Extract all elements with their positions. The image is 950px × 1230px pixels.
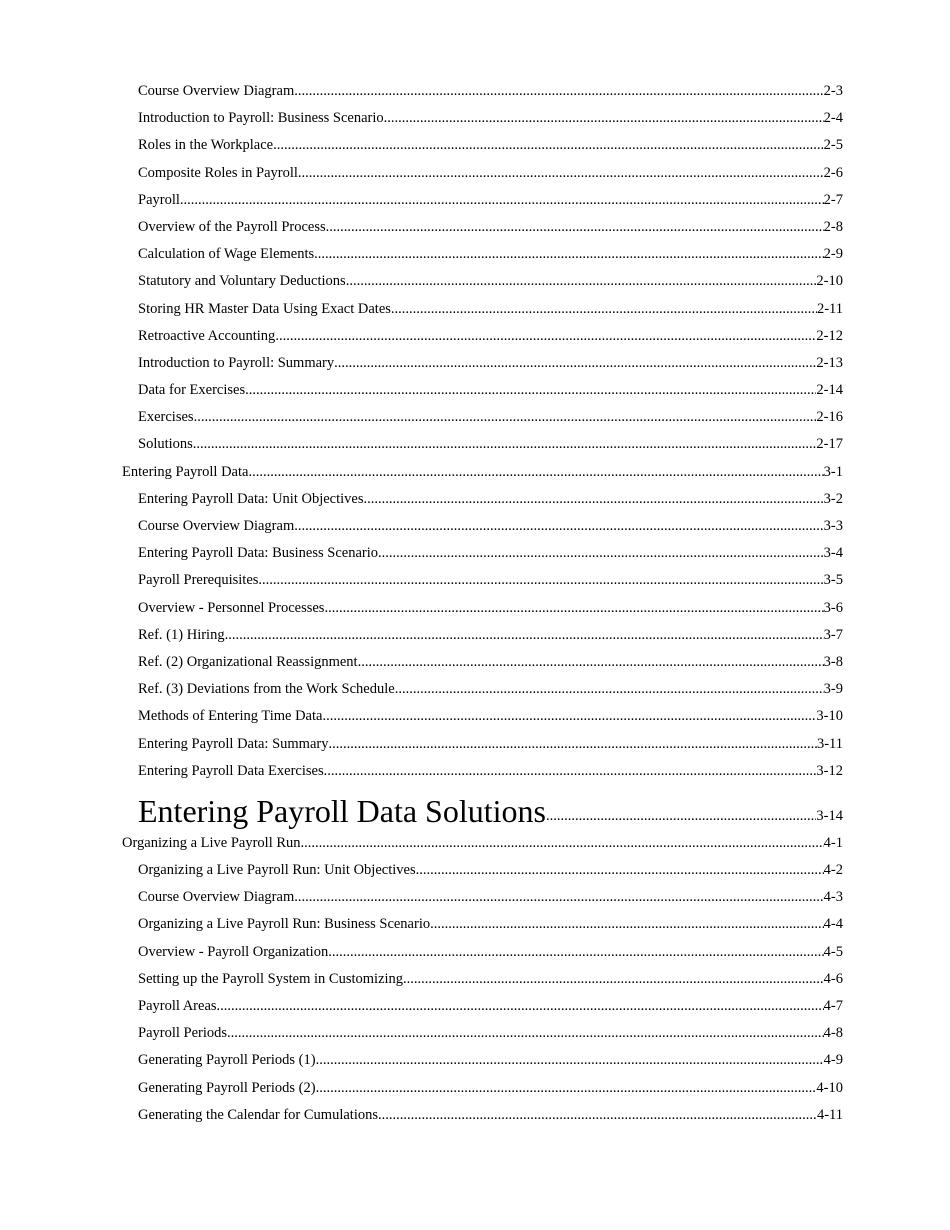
toc-entry-title: Course Overview Diagram: [138, 518, 295, 534]
toc-entry-title: Overview of the Payroll Process: [138, 218, 326, 235]
toc-entry-title: Payroll Periods: [138, 1025, 228, 1042]
toc-entry-title: Generating Payroll Periods (1): [138, 1052, 316, 1069]
toc-entry-page-number: 4-11: [816, 1106, 843, 1123]
toc-dot-leader: [248, 459, 823, 486]
toc-entry-title: Entering Payroll Data Solutions: [138, 792, 546, 829]
toc-entry-title: Overview - Payroll Organization: [138, 943, 329, 960]
toc-dot-leader: [294, 78, 823, 105]
toc-entry-title: Payroll Areas: [138, 998, 217, 1014]
toc-entry[interactable]: [0, 486, 950, 513]
toc-entry-page-number: 4-5: [823, 943, 843, 960]
toc-dot-leader: [301, 830, 824, 857]
toc-dot-leader: [217, 993, 824, 1020]
toc-entry[interactable]: [0, 513, 950, 540]
toc-entry-page-number: 2-8: [823, 218, 843, 235]
toc-dot-leader: [273, 132, 824, 159]
toc-dot-leader: [227, 1020, 824, 1047]
toc-entry[interactable]: [0, 758, 950, 785]
toc-entry-page-number: 3-1: [823, 463, 843, 480]
toc-entry-title: Ref. (3) Deviations from the Work Schedule: [138, 681, 395, 698]
toc-dot-leader: [546, 806, 816, 830]
toc-entry-title: Ref. (1) Hiring: [138, 626, 225, 643]
toc-entry-page-number: 2-17: [816, 436, 843, 453]
toc-entry[interactable]: [0, 785, 950, 830]
toc-dot-leader: [298, 160, 824, 187]
toc-entry[interactable]: [0, 911, 950, 938]
toc-entry-title: Payroll: [138, 191, 180, 208]
toc-entry-title: Storing HR Master Data Using Exact Dates: [138, 300, 391, 317]
toc-entry[interactable]: [0, 993, 950, 1020]
toc-dot-leader: [391, 296, 817, 323]
toc-dot-leader: [334, 350, 816, 377]
toc-entry[interactable]: [0, 830, 950, 857]
toc-dot-leader: [416, 857, 824, 884]
toc-entry-page-number: 4-3: [823, 889, 843, 906]
toc-dot-leader: [294, 884, 823, 911]
toc-dot-leader: [258, 567, 823, 594]
toc-entry-title: Entering Payroll Data: Unit Objectives: [138, 490, 364, 507]
toc-entry[interactable]: [0, 132, 950, 159]
toc-entry-page-number: 2-13: [816, 354, 843, 371]
toc-entry[interactable]: [0, 884, 950, 911]
toc-entry[interactable]: [0, 939, 950, 966]
toc-entry[interactable]: [0, 105, 950, 132]
toc-entry-title: Roles in the Workplace: [138, 137, 274, 154]
toc-entry[interactable]: [0, 731, 950, 758]
toc-entry-page-number: 3-10: [816, 708, 843, 725]
toc-dot-leader: [378, 1102, 817, 1129]
toc-entry[interactable]: [0, 377, 950, 404]
toc-entry[interactable]: [0, 1020, 950, 1047]
toc-dot-leader: [395, 676, 824, 703]
toc-entry-title: Composite Roles in Payroll: [138, 164, 298, 181]
toc-entry[interactable]: [0, 857, 950, 884]
toc-entry[interactable]: [0, 703, 950, 730]
toc-entry-page-number: 3-9: [823, 681, 843, 698]
toc-entry[interactable]: [0, 649, 950, 676]
toc-entry-page-number: 3-6: [823, 599, 843, 616]
toc-entry[interactable]: [0, 966, 950, 993]
toc-entry-page-number: 2-4: [823, 110, 843, 127]
toc-dot-leader: [384, 105, 824, 132]
toc-entry[interactable]: [0, 622, 950, 649]
toc-entry[interactable]: [0, 160, 950, 187]
toc-entry-title: Entering Payroll Data: Summary: [138, 735, 329, 752]
toc-entry-page-number: 3-14: [816, 807, 843, 824]
toc-entry-title: Statutory and Voluntary Deductions: [138, 273, 346, 290]
toc-entry-title: Calculation of Wage Elements: [138, 246, 315, 263]
toc-entry[interactable]: [0, 268, 950, 295]
toc-entry-page-number: 3-8: [823, 653, 843, 670]
toc-dot-leader: [328, 731, 816, 758]
toc-entry-title: Introduction to Payroll: Summary: [138, 354, 335, 371]
toc-dot-leader: [245, 377, 816, 404]
toc-entry-page-number: 2-11: [816, 300, 843, 317]
toc-entry-page-number: 4-9: [823, 1052, 843, 1069]
toc-entry-title: Overview - Personnel Processes: [138, 599, 325, 616]
toc-entry-page-number: 3-3: [823, 518, 843, 534]
toc-entry-page-number: 3-5: [823, 572, 843, 589]
toc-entry[interactable]: [0, 540, 950, 567]
toc-dot-leader: [364, 486, 824, 513]
toc-entry-title: Retroactive Accounting: [138, 327, 276, 344]
toc-entry-title: Ref. (2) Organizational Reassignment: [138, 653, 358, 670]
toc-entry-title: Solutions: [138, 436, 193, 453]
toc-dot-leader: [346, 268, 817, 295]
toc-entry-title: Entering Payroll Data Exercises: [138, 762, 324, 779]
toc-entry-page-number: 4-1: [823, 834, 843, 851]
toc-entry-page-number: 4-4: [823, 916, 843, 933]
toc-dot-leader: [316, 1047, 824, 1074]
toc-dot-leader: [294, 513, 823, 540]
toc-entry-title: Generating Payroll Periods (2): [138, 1079, 316, 1096]
toc-entry-page-number: 3-2: [823, 490, 843, 507]
toc-entry-title: Payroll Prerequisites: [138, 572, 259, 589]
toc-entry-page-number: 4-2: [823, 862, 843, 879]
toc-entry-title: Setting up the Payroll System in Customizing: [138, 970, 404, 987]
toc-entry-title: Organizing a Live Payroll Run: Business Scenario: [138, 916, 431, 933]
toc-entry-title: Course Overview Diagram: [138, 83, 295, 99]
toc-entry-title: Entering Payroll Data: Business Scenario: [138, 545, 379, 562]
toc-dot-leader: [326, 214, 824, 241]
toc-entry[interactable]: [0, 676, 950, 703]
toc-entry[interactable]: [0, 187, 950, 214]
toc-entry-page-number: 2-5: [823, 137, 843, 154]
toc-entry-page-number: 2-7: [823, 191, 843, 208]
toc-entry-page-number: 2-14: [816, 382, 843, 399]
toc-entry[interactable]: [0, 350, 950, 377]
toc-dot-leader: [314, 241, 824, 268]
toc-entry-title: Exercises: [138, 409, 194, 426]
toc-entry-page-number: 4-8: [823, 1025, 843, 1042]
toc-entry-title: Generating the Calendar for Cumulations: [138, 1106, 378, 1123]
toc-entry-title: Data for Exercises: [138, 382, 246, 399]
toc-entry-page-number: 4-7: [823, 998, 843, 1014]
toc-entry[interactable]: [0, 404, 950, 431]
toc-entry-title: Methods of Entering Time Data: [138, 708, 323, 725]
toc-dot-leader: [403, 966, 824, 993]
toc-entry-title: Entering Payroll Data: [122, 463, 249, 480]
toc-entry[interactable]: [0, 431, 950, 458]
toc-entry-page-number: 3-12: [816, 762, 843, 779]
toc-dot-leader: [180, 187, 824, 214]
toc-entry-page-number: 2-10: [816, 273, 843, 290]
toc-entry[interactable]: [0, 241, 950, 268]
toc-entry[interactable]: [0, 459, 950, 486]
toc-dot-leader: [193, 431, 817, 458]
toc-entry-page-number: 3-7: [823, 626, 843, 643]
toc-entry-title: Organizing a Live Payroll Run: Unit Objectives: [138, 862, 416, 879]
toc-dot-leader: [324, 758, 817, 785]
toc-dot-leader: [194, 404, 817, 431]
toc-dot-leader: [358, 649, 824, 676]
toc-dot-leader: [316, 1075, 817, 1102]
toc-entry-page-number: 2-6: [823, 164, 843, 181]
toc-dot-leader: [430, 911, 824, 938]
toc-entry[interactable]: [0, 595, 950, 622]
toc-entry-page-number: 2-12: [816, 327, 843, 344]
toc-dot-leader: [275, 323, 816, 350]
toc-entry[interactable]: [0, 1075, 950, 1102]
toc-entry[interactable]: [0, 323, 950, 350]
toc-dot-leader: [328, 939, 823, 966]
toc-entry-title: Course Overview Diagram: [138, 889, 295, 906]
toc-entry[interactable]: [0, 214, 950, 241]
toc-entry[interactable]: [0, 296, 950, 323]
toc-dot-leader: [225, 622, 824, 649]
toc-entry-page-number: 2-9: [823, 246, 843, 263]
toc-entry-page-number: 2-3: [823, 83, 843, 99]
toc-entry-page-number: 4-10: [816, 1079, 843, 1096]
toc-dot-leader: [322, 703, 816, 730]
toc-entry-title: Organizing a Live Payroll Run: [122, 834, 301, 851]
toc-dot-leader: [378, 540, 824, 567]
toc-entry-page-number: 4-6: [823, 970, 843, 987]
toc-dot-leader: [324, 595, 823, 622]
table-of-contents: [0, 78, 950, 1129]
toc-entry-page-number: 2-16: [816, 409, 843, 426]
toc-entry[interactable]: [0, 1047, 950, 1074]
toc-entry[interactable]: [0, 567, 950, 594]
toc-entry[interactable]: [0, 78, 950, 105]
toc-entry[interactable]: [0, 1102, 950, 1129]
toc-entry-page-number: 3-4: [823, 545, 843, 562]
toc-entry-page-number: 3-11: [816, 735, 843, 752]
toc-entry-title: Introduction to Payroll: Business Scenario: [138, 110, 384, 127]
